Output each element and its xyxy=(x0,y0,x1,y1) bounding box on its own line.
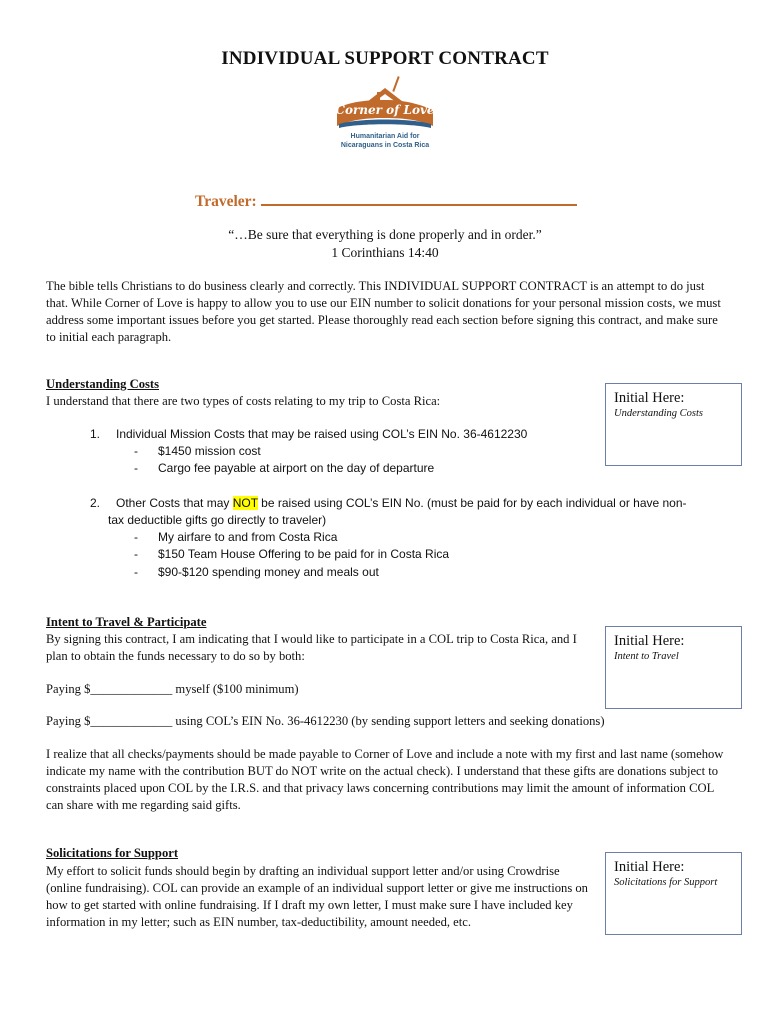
svg-text:Nicaraguans in Costa Rica: Nicaraguans in Costa Rica xyxy=(340,142,430,149)
solicitations-text: My effort to solicit funds should begin by drafting an individual support letter and/or using Crowdrise (online fundraising). COL can provide an example of an individual support letter or give me instructions on how to get started with online fundraising. If I draft my own letter, I must make sure I have included key information in my letter; such as EIN number, tax-deductibility, amount needed, etc. xyxy=(46,864,588,929)
initial-box-understanding[interactable] xyxy=(605,383,742,466)
cost-sub-item: - $1450 mission cost xyxy=(134,444,261,458)
cost-sub-item: - $90-$120 spending money and meals out xyxy=(134,565,379,579)
initial-box-caption: Intent to Travel xyxy=(614,651,679,662)
cost-item-number: 1. xyxy=(90,427,101,441)
cost-item-2-continued: tax deductible gifts go directly to traveler) xyxy=(108,513,327,527)
traveler-label: Traveler: xyxy=(195,193,257,210)
quote-reference: 1 Corinthians 14:40 xyxy=(331,245,439,260)
solicitations-heading: Solicitations for Support xyxy=(46,846,179,860)
cost-item-text: Other Costs that may NOT be raised using COL’s EIN No. (must be paid for by each individual or have non- xyxy=(116,496,687,510)
initial-box-caption: Understanding Costs xyxy=(614,408,703,419)
quote-text: “…Be sure that everything is done properly and in order.” xyxy=(228,227,542,242)
initial-box-solicitations[interactable] xyxy=(605,852,742,935)
scripture-quote xyxy=(0,226,770,262)
corner-of-love-logo xyxy=(331,74,439,160)
cost-sub-item: - $150 Team House Offering to be paid for in Costa Rica xyxy=(134,547,450,561)
intent-text: By signing this contract, I am indicating that I would like to participate in a COL trip to Costa Rica, and I plan to obtain the funds necessary to do so by both: xyxy=(46,632,577,663)
document-title: INDIVIDUAL SUPPORT CONTRACT xyxy=(221,48,549,69)
highlighted-not: NOT xyxy=(232,496,258,510)
understanding-costs-text: I understand that there are two types of costs relating to my trip to Costa Rica: xyxy=(46,394,441,408)
cost-sub-item: - Cargo fee payable at airport on the day of departure xyxy=(134,461,435,475)
initial-box-caption: Solicitations for Support xyxy=(614,877,718,888)
initial-here-label: Initial Here: xyxy=(614,390,685,406)
paying-myself-line: Paying $_____________ myself ($100 minimum) xyxy=(46,682,299,696)
paying-ein-line: Paying $_____________ using COL’s EIN No. 36-4612230 (by sending support letters and seeking donations) xyxy=(46,714,605,728)
intent-heading: Intent to Travel & Participate xyxy=(46,615,207,629)
cost-item-number: 2. xyxy=(90,496,101,510)
cost-item-text: Individual Mission Costs that may be raised using COL’s EIN No. 36-4612230 xyxy=(116,427,528,441)
intro-paragraph: The bible tells Christians to do business clearly and correctly. This INDIVIDUAL SUPPORT CONTRACT is an attempt to do just that. While Corner of Love is happy to allow you to use our EIN number to solicit donations for your personal mission costs, we must address some important issues before you get started. Please thoroughly read each section before signing this contract, and make sure to initial each paragraph. xyxy=(46,279,721,344)
svg-text:Humanitarian Aid for: Humanitarian Aid for xyxy=(350,133,420,140)
understanding-costs-heading: Understanding Costs xyxy=(46,377,160,391)
initial-here-label: Initial Here: xyxy=(614,633,685,649)
checks-payments-paragraph: I realize that all checks/payments should be made payable to Corner of Love and include a note with my first and last name (somehow indicate my name with the contribution BUT do NOT write on the actual check). I understand that these gifts are donations subject to constraints placed upon COL by the I.R.S. and that privacy laws concerning contributions may limit the amount of information COL can share with me regarding said gifts. xyxy=(46,747,724,812)
cost-sub-item: - My airfare to and from Costa Rica xyxy=(134,530,338,544)
traveler-line xyxy=(195,190,577,211)
svg-text:Corner of Love: Corner of Love xyxy=(335,103,435,117)
traveler-name-field[interactable] xyxy=(261,190,577,206)
initial-here-label: Initial Here: xyxy=(614,859,685,875)
